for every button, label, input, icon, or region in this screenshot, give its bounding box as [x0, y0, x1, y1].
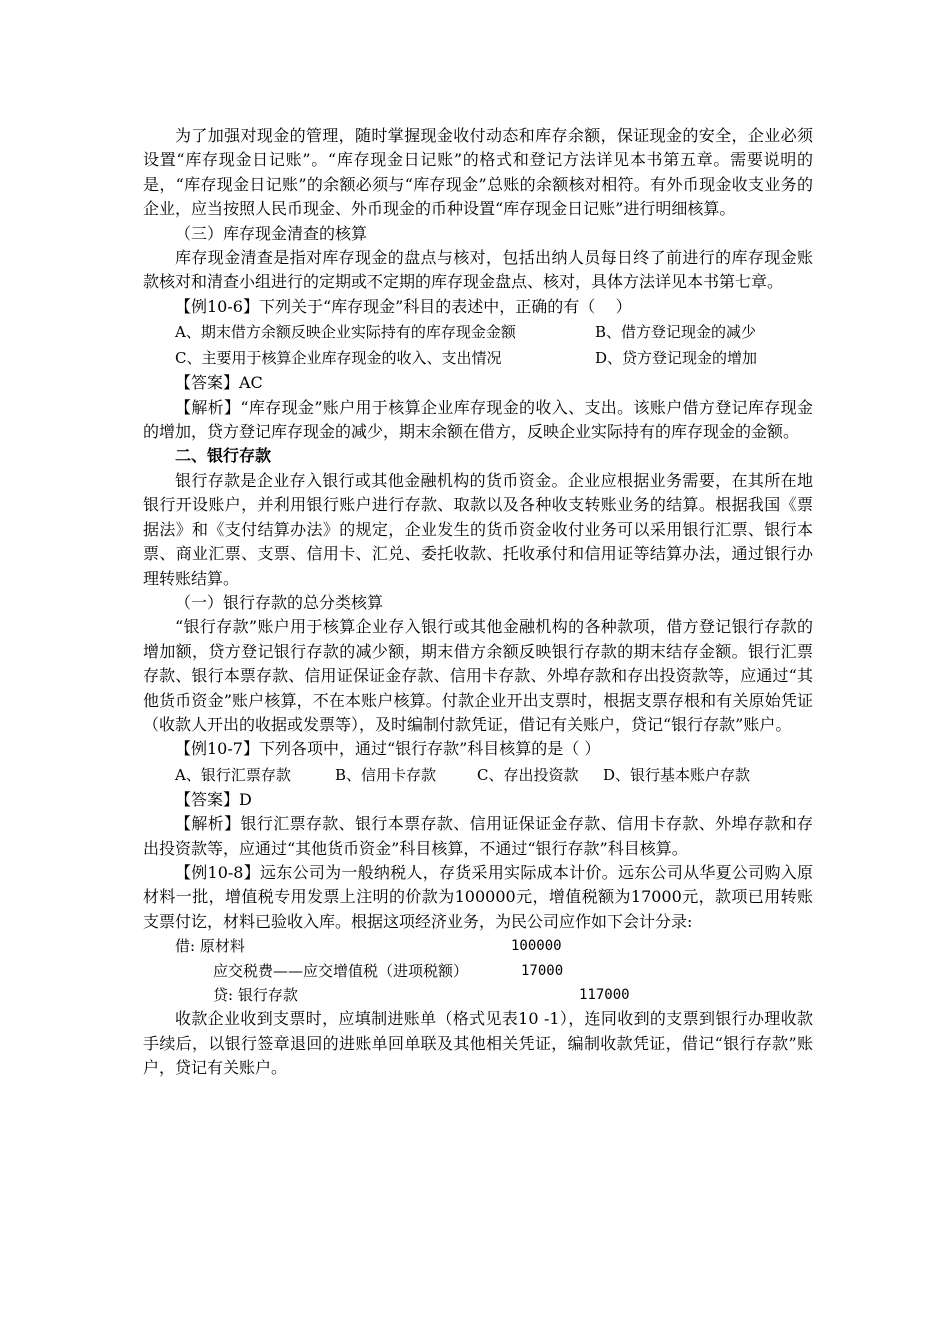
entry-amount: 17000 [521, 962, 564, 979]
example-10-8: 【例10-8】远东公司为一般纳税人，存货采用实际成本计价。远东公司从华夏公司购入原材料一批，增值税专用发票上注明的价款为100000元，增值税额为17000元，款项已用转账支票付讫，材料已验收入库。根据这项经济业务，为民公司应作如下会计分录: [143, 862, 813, 931]
option-b: B、信用卡存款 [335, 765, 437, 784]
example-10-7-explanation: 【解析】银行汇票存款、银行本票存款、信用证保证金存款、信用卡存款、外埠存款和存出投资款等，应通过“其他货币资金”科目核算，不通过“银行存款”科目核算。 [143, 814, 813, 858]
example-10-7-options [143, 762, 813, 788]
option-b: B、借方登记现金的减少 [595, 323, 757, 342]
paragraph-bank-deposit: 银行存款是企业存入银行或其他金融机构的货币资金。企业应根据业务需要，在其所在地银行开设账户，并利用银行账户进行存款、取款以及各种收支转账业务的结算。根据我国《票据法》和《支付结算办法》的规定，企业发生的货币资金收付业务可以采用银行汇票、银行本票、商业汇票、支票、信用卡、汇兑、委托收款、托收承付和信用证等结算办法，通过银行办理转账结算。 [143, 470, 813, 588]
subheading-cash-count: （三）库存现金清查的核算 [175, 223, 368, 243]
example-10-6-answer: 【答案】AC [175, 373, 263, 393]
example-10-6-explanation: 【解析】“库存现金”账户用于核算企业库存现金的收入、支出。该账户借方登记库存现金的增加，贷方登记库存现金的减少，期末余额在借方，反映企业实际持有的库存现金的金额。 [143, 397, 813, 442]
example-10-6-options-row1 [143, 319, 813, 345]
journal-entry-line-3 [143, 983, 813, 1007]
option-a: A、银行汇票存款 [175, 765, 291, 784]
option-a: A、期末借方余额反映企业实际持有的库存现金金额 [175, 323, 516, 342]
document-body [143, 124, 813, 1081]
entry-label: 贷: 银行存款 [213, 985, 298, 1004]
example-10-6-options-row2 [143, 345, 813, 371]
entry-label: 借: 原材料 [175, 937, 245, 956]
journal-entry-line-2 [143, 959, 813, 983]
example-10-6-question: 【例10-6】下列关于“库存现金”科目的表述中，正确的有（ ） [175, 296, 632, 316]
entry-amount: 117000 [579, 986, 630, 1003]
example-10-7-answer: 【答案】D [175, 789, 252, 809]
option-d: D、贷方登记现金的增加 [595, 349, 758, 368]
paragraph-receipt: 收款企业收到支票时，应填制进账单（格式见表10 -1），连同收到的支票到银行办理收款手续后，以银行签章退回的进账单回单联及其他相关凭证，编制收款凭证，借记“银行存款”账户，贷记有关账户。 [143, 1009, 813, 1078]
example-10-7-question: 【例10-7】下列各项中，通过“银行存款”科目核算的是（ ） [175, 739, 601, 759]
entry-amount: 100000 [511, 938, 562, 955]
subheading-bank-general-ledger: （一）银行存款的总分类核算 [175, 592, 384, 612]
option-d: D、银行基本账户存款 [603, 765, 751, 784]
paragraph-cash-journal: 为了加强对现金的管理，随时掌握现金收付动态和库存余额，保证现金的安全，企业必须设置“库存现金日记账”。“库存现金日记账”的格式和登记方法详见本书第五章。需要说明的是，“库存现金日记账”的余额必须与“库存现金”总账的余额核对相符。有外币现金收支业务的企业，应当按照人民币现金、外币现金的币种设置“库存现金日记账”进行明细核算。 [143, 126, 813, 219]
option-c: C、存出投资款 [477, 765, 579, 784]
paragraph-bank-account: “银行存款”账户用于核算企业存入银行或其他金融机构的各种款项，借方登记银行存款的增加额，贷方登记银行存款的减少额，期末借方余额反映银行存款的期末结存金额。银行汇票存款、银行本票存款、信用证保证金存款、信用卡存款、外埠存款和存出投资款等，应通过“其他货币资金”账户核算，不在本账户核算。付款企业开出支票时，根据支票存根和有关原始凭证（收款人开出的收据或发票等），及时编制付款凭证，借记有关账户，贷记“银行存款”账户。 [143, 617, 813, 734]
option-c: C、主要用于核算企业库存现金的收入、支出情况 [175, 349, 502, 368]
paragraph-cash-count: 库存现金清查是指对库存现金的盘点与核对，包括出纳人员每日终了前进行的库存现金账款核对和清查小组进行的定期或不定期的库存现金盘点、核对，具体方法详见本书第七章。 [143, 248, 813, 292]
section-heading-bank-deposit: 二、银行存款 [175, 446, 272, 466]
entry-label: 应交税费——应交增值税（进项税额） [213, 961, 469, 980]
journal-entry-line-1 [143, 934, 813, 958]
